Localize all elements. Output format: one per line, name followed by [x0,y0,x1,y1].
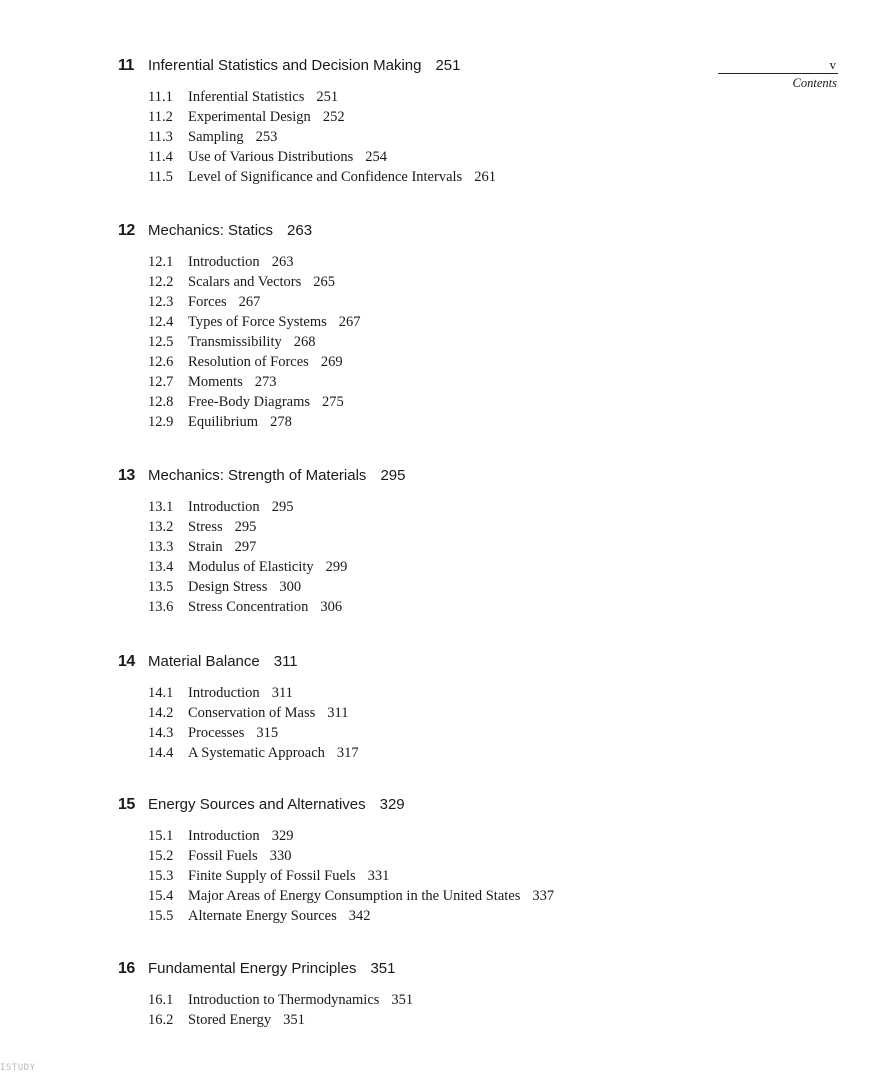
section-page: 337 [532,888,555,904]
section-entry[interactable] [148,906,768,926]
section-list [118,87,768,187]
chapter-number: 15 [118,796,135,813]
section-number: 15.2 [148,848,174,864]
section-page: 331 [367,868,390,884]
section-entry[interactable] [148,312,768,332]
section-title: Level of Significance and Confidence Intervals [188,169,463,185]
section-number: 12.6 [148,354,174,370]
chapter-title: Material Balance [148,653,260,670]
section-page: 261 [474,169,496,185]
section-entry[interactable] [148,497,768,517]
section-number: 13.1 [148,499,174,515]
section-page: 317 [336,745,359,761]
chapter-14 [118,653,768,763]
section-title: Major Areas of Energy Consumption in the United States [188,888,521,904]
section-title: Design Stress [188,579,268,595]
section-title: Finite Supply of Fossil Fuels [188,868,356,884]
section-title: Conservation of Mass [188,705,316,721]
section-title: Moments [188,374,243,390]
section-entry[interactable] [148,332,768,352]
section-page: 330 [269,848,292,864]
section-page: 275 [322,394,344,410]
section-list [118,252,768,432]
section-title: Transmissibility [188,334,282,350]
section-number: 12.9 [148,414,174,430]
section-page: 252 [322,109,345,125]
chapter-number: 11 [118,57,134,74]
chapter-title: Inferential Statistics and Decision Making [148,57,422,74]
watermark: ISTUDY [0,1063,36,1073]
section-number: 11.3 [148,129,173,145]
section-title: Experimental Design [188,109,311,125]
section-entry[interactable] [148,557,768,577]
section-number: 13.6 [148,599,174,615]
section-entry[interactable] [148,886,768,906]
section-page: 253 [255,129,278,145]
section-entry[interactable] [148,392,768,412]
section-number: 12.3 [148,294,174,310]
section-number: 15.4 [148,888,174,904]
section-page: 311 [271,685,293,701]
section-list [118,990,768,1030]
section-page: 300 [279,579,302,595]
section-title: Modulus of Elasticity [188,559,314,575]
section-title: Use of Various Distributions [188,149,354,165]
section-entry[interactable] [148,990,768,1010]
chapter-number: 12 [118,222,135,239]
section-entry[interactable] [148,147,768,167]
section-title: Introduction [188,254,260,270]
section-entry[interactable] [148,107,768,127]
chapter-16 [118,960,768,1030]
chapter-page: 251 [435,57,461,74]
chapter-heading[interactable] [118,653,768,671]
section-entry[interactable] [148,127,768,147]
section-number: 16.2 [148,1012,174,1028]
section-page: 268 [293,334,316,350]
section-entry[interactable] [148,517,768,537]
chapter-13 [118,467,768,617]
section-title: Types of Force Systems [188,314,327,330]
section-entry[interactable] [148,412,768,432]
section-entry[interactable] [148,846,768,866]
section-number: 16.1 [148,992,174,1008]
running-title: Contents [792,76,837,90]
chapter-heading[interactable] [118,796,768,814]
section-entry[interactable] [148,292,768,312]
section-title: Strain [188,539,223,555]
chapter-12 [118,222,768,432]
section-page: 267 [238,294,261,310]
section-title: Stress Concentration [188,599,309,615]
section-number: 15.3 [148,868,174,884]
section-number: 12.8 [148,394,174,410]
chapter-title: Energy Sources and Alternatives [148,796,366,813]
section-entry[interactable] [148,252,768,272]
chapter-heading[interactable] [118,960,768,978]
section-number: 13.4 [148,559,174,575]
section-title: Introduction to Thermodynamics [188,992,380,1008]
section-number: 11.5 [148,169,173,185]
section-title: Fossil Fuels [188,848,258,864]
section-number: 15.1 [148,828,174,844]
section-title: Processes [188,725,245,741]
section-number: 11.2 [148,109,173,125]
chapter-page: 311 [273,653,298,670]
section-entry[interactable] [148,577,768,597]
section-page: 306 [320,599,343,615]
chapter-page: 329 [379,796,405,813]
chapter-title: Fundamental Energy Principles [148,960,357,977]
section-page: 299 [325,559,348,575]
section-title: Stress [188,519,223,535]
chapter-page: 351 [370,960,396,977]
chapter-number: 16 [118,960,135,977]
section-number: 14.2 [148,705,174,721]
section-title: Forces [188,294,227,310]
section-page: 295 [271,499,294,515]
section-number: 14.1 [148,685,174,701]
section-number: 13.2 [148,519,174,535]
section-title: Introduction [188,685,260,701]
page-number: v [718,58,838,74]
section-entry[interactable] [148,743,768,763]
section-entry[interactable] [148,597,768,617]
chapter-title: Mechanics: Statics [148,222,274,239]
section-number: 13.3 [148,539,174,555]
section-number: 12.7 [148,374,174,390]
section-page: 342 [348,908,371,924]
section-number: 13.5 [148,579,174,595]
chapter-title: Mechanics: Strength of Materials [148,467,367,484]
chapter-number: 14 [118,653,135,670]
section-entry[interactable] [148,537,768,557]
section-page: 315 [256,725,279,741]
section-number: 14.3 [148,725,174,741]
section-entry[interactable] [148,826,768,846]
section-page: 329 [271,828,294,844]
section-title: Introduction [188,828,260,844]
section-title: Resolution of Forces [188,354,309,370]
section-page: 265 [313,274,336,290]
section-number: 12.1 [148,254,174,270]
section-number: 14.4 [148,745,174,761]
section-title: Sampling [188,129,244,145]
section-page: 295 [234,519,257,535]
section-entry[interactable] [148,683,768,703]
chapter-heading[interactable] [118,222,768,240]
section-entry[interactable] [148,723,768,743]
chapter-heading[interactable] [118,467,768,485]
chapter-11 [118,57,768,187]
section-page: 278 [270,414,292,430]
section-entry[interactable] [148,272,768,292]
section-entry[interactable] [148,167,768,187]
section-entry[interactable] [148,866,768,886]
section-entry[interactable] [148,372,768,392]
section-number: 12.2 [148,274,174,290]
section-page: 254 [365,149,388,165]
chapter-15 [118,796,768,926]
section-title: Stored Energy [188,1012,272,1028]
chapter-page: 295 [380,467,406,484]
section-number: 11.4 [148,149,173,165]
section-page: 269 [320,354,343,370]
chapter-page: 263 [287,222,313,239]
section-page: 297 [234,539,257,555]
section-title: Inferential Statistics [188,89,305,105]
section-page: 351 [391,992,414,1008]
section-entry[interactable] [148,87,768,107]
section-title: A Systematic Approach [188,745,325,761]
section-entry[interactable] [148,1010,768,1030]
section-entry[interactable] [148,703,768,723]
section-title: Alternate Energy Sources [188,908,337,924]
section-page: 351 [283,1012,305,1028]
section-number: 11.1 [148,89,173,105]
section-page: 251 [316,89,339,105]
chapter-heading[interactable] [118,57,768,75]
section-list [118,826,768,926]
section-title: Introduction [188,499,260,515]
section-title: Equilibrium [188,414,259,430]
section-page: 267 [338,314,361,330]
section-page: 273 [254,374,277,390]
section-page: 311 [327,705,349,721]
section-number: 15.5 [148,908,174,924]
section-number: 12.5 [148,334,174,350]
section-list [118,497,768,617]
section-entry[interactable] [148,352,768,372]
section-title: Scalars and Vectors [188,274,302,290]
chapter-number: 13 [118,467,135,484]
section-page: 263 [271,254,294,270]
section-title: Free-Body Diagrams [188,394,311,410]
section-number: 12.4 [148,314,174,330]
section-list [118,683,768,763]
